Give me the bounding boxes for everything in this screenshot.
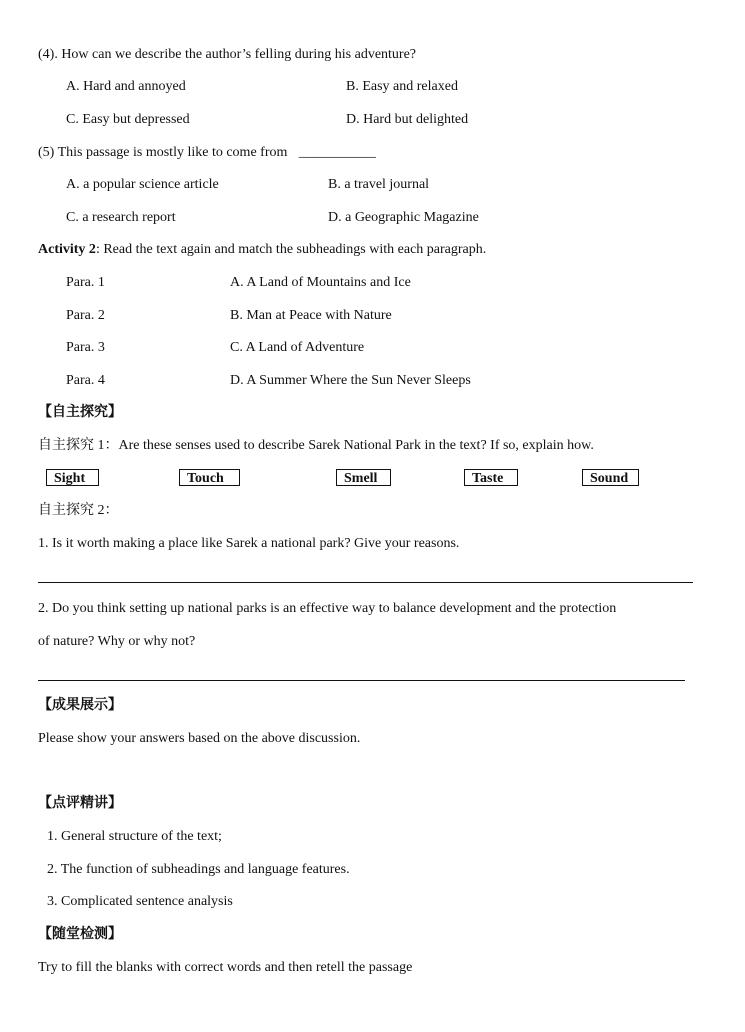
q5-option-b: B. a travel journal — [328, 177, 430, 192]
explore-question-2-line-2: of nature? Why or why not? — [38, 634, 196, 649]
show-text: Please show your answers based on the above discussion. — [38, 731, 361, 746]
explore-task-2: 自主探究 2： — [38, 503, 119, 518]
explore-question-1: 1. Is it worth making a place like Sarek a national park? Give your reasons. — [38, 536, 460, 551]
q5-answer-blank: ___________ — [298, 145, 376, 160]
explore-heading: 【自主探究】 — [38, 405, 122, 420]
q4-option-c: C. Easy but depressed — [66, 112, 190, 127]
sense-box-taste: Taste — [464, 469, 518, 486]
activity2-instruction — [38, 241, 486, 259]
sense-box-touch: Touch — [179, 469, 240, 486]
q4-option-a: A. Hard and annoyed — [66, 79, 186, 94]
review-item-2: 2. The function of subheadings and language features. — [47, 862, 350, 877]
explore-task-1: 自主探究 1：Are these senses used to describe Sarek National Park in the text? If so, explain how. — [38, 438, 594, 453]
match-heading-d: D. A Summer Where the Sun Never Sleeps — [230, 373, 471, 388]
answer-line-1 — [38, 582, 693, 583]
q4-option-b: B. Easy and relaxed — [346, 79, 458, 94]
q5-option-a: A. a popular science article — [66, 177, 219, 192]
test-text: Try to fill the blanks with correct words and then retell the passage — [38, 960, 413, 975]
match-heading-b: B. Man at Peace with Nature — [230, 308, 392, 323]
q4-option-d: D. Hard but delighted — [346, 112, 469, 127]
match-heading-a: A. A Land of Mountains and Ice — [230, 275, 411, 290]
match-para-3: Para. 3 — [66, 340, 105, 355]
show-heading: 【成果展示】 — [38, 698, 122, 713]
match-para-4: Para. 4 — [66, 373, 105, 388]
q5-option-d: D. a Geographic Magazine — [328, 210, 479, 225]
match-para-1: Para. 1 — [66, 275, 105, 290]
review-item-3: 3. Complicated sentence analysis — [47, 894, 233, 909]
q5-question — [38, 144, 376, 162]
match-para-2: Para. 2 — [66, 308, 105, 323]
review-heading: 【点评精讲】 — [38, 796, 122, 811]
q5-option-c: C. a research report — [66, 210, 176, 225]
match-heading-c: C. A Land of Adventure — [230, 340, 365, 355]
sense-box-sound: Sound — [582, 469, 639, 486]
activity2-text: : Read the text again and match the subheadings with each paragraph. — [95, 242, 487, 257]
test-heading: 【随堂检测】 — [38, 927, 122, 942]
answer-line-2 — [38, 680, 685, 681]
sense-box-smell: Smell — [336, 469, 391, 486]
review-item-1: 1. General structure of the text; — [47, 829, 222, 844]
q5-question-text: (5) This passage is mostly like to come from — [38, 145, 288, 160]
explore-question-2-line-1: 2. Do you think setting up national parks is an effective way to balance development and the protection — [38, 601, 617, 616]
sense-box-sight: Sight — [46, 469, 99, 486]
q4-question: (4). How can we describe the author’s felling during his adventure? — [38, 47, 417, 62]
activity2-label: Activity 2 — [38, 242, 96, 257]
